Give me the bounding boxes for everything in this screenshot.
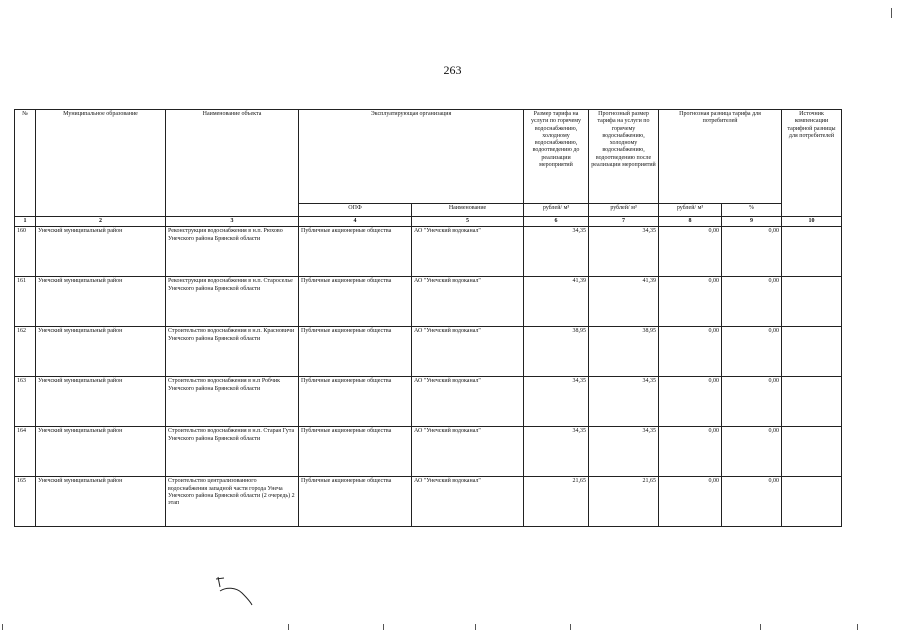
row-municipality: Унечский муниципальный район <box>36 427 166 477</box>
unit-forecast: рублей/ м³ <box>589 204 659 217</box>
col-number-3: 3 <box>166 217 299 227</box>
handwritten-scribble <box>212 573 262 609</box>
row-source <box>782 327 842 377</box>
header-forecast: Прогнозный размер тарифа на услуги по горячему водоснабжению, холодному водоснабжению, водоотведению после реализации мероприятий <box>589 110 659 204</box>
row-source <box>782 427 842 477</box>
scan-mark <box>760 624 761 630</box>
row-opf: Публичные акционерные общества <box>299 327 412 377</box>
row-municipality: Унечский муниципальный район <box>36 377 166 427</box>
row-municipality: Унечский муниципальный район <box>36 327 166 377</box>
row-source <box>782 377 842 427</box>
row-difference: 0,00 <box>659 277 722 327</box>
header-source: Источник компенсации тарифной разницы для потребителей <box>782 110 842 217</box>
header-object: Наименование объекта <box>166 110 299 217</box>
row-tariff-before: 21,65 <box>524 477 589 527</box>
row-object: Реконструкция водоснабжения в н.п. Рюхово Унечского района Брянской области <box>166 227 299 277</box>
row-tariff-before: 34,35 <box>524 377 589 427</box>
header-municipality: Муниципальное образование <box>36 110 166 217</box>
row-tariff-after: 41,39 <box>589 277 659 327</box>
col-number-9: 9 <box>722 217 782 227</box>
row-tariff-after: 34,35 <box>589 427 659 477</box>
tariff-table <box>14 109 842 527</box>
col-number-7: 7 <box>589 217 659 227</box>
scan-mark <box>383 624 384 630</box>
row-opf: Публичные акционерные общества <box>299 477 412 527</box>
row-object: Строительство водоснабжения в н.п. Старая Гута Унечского района Брянской области <box>166 427 299 477</box>
unit-tariff: рублей/ м³ <box>524 204 589 217</box>
row-percent: 0,00 <box>722 277 782 327</box>
table-row <box>15 377 842 427</box>
scan-mark <box>570 624 571 630</box>
row-opf: Публичные акционерные общества <box>299 277 412 327</box>
table-row <box>15 427 842 477</box>
row-organization: АО "Унечский водоканал" <box>412 327 524 377</box>
subheader-opf: ОПФ <box>299 204 412 217</box>
header-difference: Прогнозная разница тарифа для потребителей <box>659 110 782 204</box>
scan-mark <box>288 624 289 630</box>
row-number: 164 <box>15 427 36 477</box>
col-number-6: 6 <box>524 217 589 227</box>
row-opf: Публичные акционерные общества <box>299 427 412 477</box>
unit-difference: рублей/ м³ <box>659 204 722 217</box>
row-number: 165 <box>15 477 36 527</box>
scan-mark <box>2 624 3 630</box>
row-organization: АО "Унечский водоканал" <box>412 377 524 427</box>
row-tariff-before: 34,35 <box>524 427 589 477</box>
table-row <box>15 327 842 377</box>
row-municipality: Унечский муниципальный район <box>36 227 166 277</box>
row-opf: Публичные акционерные общества <box>299 227 412 277</box>
col-number-4: 4 <box>299 217 412 227</box>
row-organization: АО "Унечский водоканал" <box>412 277 524 327</box>
header-tariff: Размер тарифа на услуги по горячему водоснабжению, холодному водоснабжению, водоотведению до реализации мероприятий <box>524 110 589 204</box>
row-tariff-before: 34,35 <box>524 227 589 277</box>
row-tariff-after: 21,65 <box>589 477 659 527</box>
row-source <box>782 227 842 277</box>
scan-mark <box>857 624 858 630</box>
row-difference: 0,00 <box>659 377 722 427</box>
row-source <box>782 277 842 327</box>
table-row <box>15 227 842 277</box>
row-percent: 0,00 <box>722 427 782 477</box>
row-tariff-after: 34,35 <box>589 377 659 427</box>
row-organization: АО "Унечский водоканал" <box>412 477 524 527</box>
col-number-8: 8 <box>659 217 722 227</box>
row-organization: АО "Унечский водоканал" <box>412 227 524 277</box>
row-tariff-before: 41,39 <box>524 277 589 327</box>
col-number-1: 1 <box>15 217 36 227</box>
row-percent: 0,00 <box>722 327 782 377</box>
row-difference: 0,00 <box>659 427 722 477</box>
row-difference: 0,00 <box>659 477 722 527</box>
page-number: 263 <box>443 63 462 77</box>
row-object: Строительство централизованного водоснабжения западной части города Унеча Унечского района Брянской области (2 очередь) 2 этап <box>166 477 299 527</box>
table-row <box>15 477 842 527</box>
row-number: 162 <box>15 327 36 377</box>
scan-mark <box>475 624 476 630</box>
row-object: Строительство водоснабжения в н.п. Красновичи Унечского района Брянской области <box>166 327 299 377</box>
row-opf: Публичные акционерные общества <box>299 377 412 427</box>
row-organization: АО "Унечский водоканал" <box>412 427 524 477</box>
row-tariff-after: 34,35 <box>589 227 659 277</box>
row-difference: 0,00 <box>659 327 722 377</box>
row-percent: 0,00 <box>722 377 782 427</box>
header-no: № <box>15 110 36 217</box>
row-difference: 0,00 <box>659 227 722 277</box>
col-number-2: 2 <box>36 217 166 227</box>
unit-percent: % <box>722 204 782 217</box>
row-municipality: Унечский муниципальный район <box>36 277 166 327</box>
row-number: 163 <box>15 377 36 427</box>
col-number-5: 5 <box>412 217 524 227</box>
row-percent: 0,00 <box>722 227 782 277</box>
col-number-10: 10 <box>782 217 842 227</box>
header-organization: Эксплуатирующая организация <box>299 110 524 204</box>
row-source <box>782 477 842 527</box>
row-object: Реконструкция водоснабжения в н.п. Старосельe Унечского района Брянской области <box>166 277 299 327</box>
scan-mark <box>891 8 892 18</box>
row-tariff-before: 38,95 <box>524 327 589 377</box>
row-number: 161 <box>15 277 36 327</box>
row-number: 160 <box>15 227 36 277</box>
row-percent: 0,00 <box>722 477 782 527</box>
row-municipality: Унечский муниципальный район <box>36 477 166 527</box>
row-tariff-after: 38,95 <box>589 327 659 377</box>
row-object: Строительство водоснабжения в н.п Робчик Унечского района Брянской области <box>166 377 299 427</box>
subheader-name: Наименование <box>412 204 524 217</box>
table-row <box>15 277 842 327</box>
